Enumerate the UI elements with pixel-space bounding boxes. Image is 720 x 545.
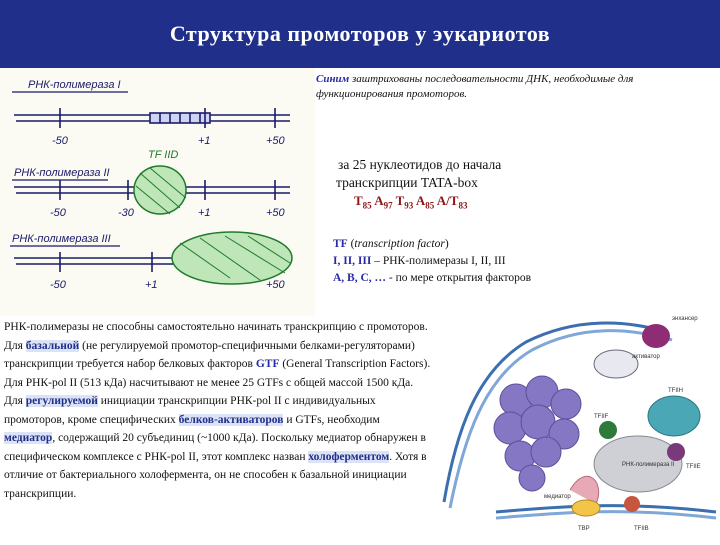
label-tfiif: TFIIF <box>594 414 609 420</box>
label-mediator: медиатор <box>544 494 571 500</box>
tata-pct: 83 <box>458 200 468 211</box>
sketch-tick: -50 <box>52 135 68 147</box>
promoter-sketch-drawing <box>0 68 315 316</box>
term-mediator: медиатор <box>4 432 53 444</box>
factor-abbr: A, B, C, … <box>333 272 387 284</box>
pol-text: – РНК-полимеразы I, II, III <box>371 255 506 267</box>
promoter-sketch <box>0 68 315 316</box>
tata-base: T <box>354 193 363 208</box>
tata-pct: 93 <box>404 200 414 211</box>
enhancer-shape <box>642 324 670 348</box>
pol-abbr: I, II, III <box>333 255 372 267</box>
sketch-tick: -50 <box>50 207 66 219</box>
tata-consensus <box>354 193 467 211</box>
tata-line-1: за 25 нуклеотидов до начала <box>338 157 502 172</box>
legend-note-text: заштрихованы последовательности ДНК, необходимые для функционирования промоторов. <box>316 73 634 100</box>
sketch-label-pol3: РНК-полимераза III <box>12 233 111 245</box>
label-tfiie: TFIIE <box>686 464 701 470</box>
tata-base: A <box>374 193 384 208</box>
title-bar <box>0 0 720 68</box>
para-text: , содержащий 20 субъединиц (~1000 кДа). Поскольку медиатор обнаружен в специфическом комплексе с РНК-pol II, этот комплекс назван <box>4 432 426 463</box>
sketch-tick: -30 <box>118 207 134 219</box>
tf-abbr: TF <box>333 238 348 250</box>
label-tfiib: TFIIB <box>634 526 649 532</box>
label-tbp: TBP <box>578 526 590 532</box>
tbp-shape <box>572 500 600 516</box>
sketch-tick: +50 <box>266 279 285 291</box>
term-gtf: GTF <box>255 358 280 370</box>
page-title: Структура промоторов у эукариотов <box>169 21 551 46</box>
sketch-label-pol2: РНК-полимераза II <box>14 167 110 179</box>
label-pol2: РНК-полимераза II <box>622 462 675 468</box>
factor-text: - по мере открытия факторов <box>386 272 532 284</box>
tata-base: A/T <box>436 193 459 208</box>
tfiih-shape <box>648 396 700 436</box>
para-text: (General Transcription Factors). Для РНК-pol II (513 кДа) насчитывают не менее 25 GTFs с общей массой 1500 кДа. Для <box>4 358 431 407</box>
legend-note <box>316 72 716 102</box>
holoenzyme-drawing <box>436 312 720 540</box>
sketch-tick: +50 <box>266 207 285 219</box>
tata-line-2: транскрипции TATA-box <box>336 175 478 190</box>
holoenzyme-illustration <box>436 312 720 540</box>
tfiie-shape <box>667 443 685 461</box>
term-basal: базальной <box>25 339 80 352</box>
sketch-tick: +1 <box>198 135 211 147</box>
tata-pct: 85 <box>425 200 435 211</box>
main-paragraph <box>4 318 432 503</box>
label-activator: активатор <box>632 354 660 360</box>
sketch-tf-label: TF IID <box>148 149 179 161</box>
tata-base: T <box>395 193 405 208</box>
sketch-tick: -50 <box>50 279 66 291</box>
legend-note-blue: Синим <box>316 73 350 85</box>
tfiib-shape <box>624 496 640 512</box>
tata-pct: 97 <box>383 200 393 211</box>
sketch-tick: +1 <box>145 279 158 291</box>
label-tfiih: TFIIH <box>668 388 683 394</box>
para-text: инициации транскрипции РНК-pol II с индивидуальных промоторов, кроме специфических <box>4 395 376 426</box>
term-activators: белков-активаторов <box>178 413 284 426</box>
label-enhancer: энхансер <box>672 316 698 322</box>
para-text: (не регулируемой промотор-специфичными белками-регуляторами) транскрипции требуется набор белковых факторов <box>4 339 415 370</box>
tf-explanation: TF (transcription factor) I, II, III – РНК-полимеразы I, II, III A, B, C, … - по мере открытия факторов <box>333 238 532 284</box>
sketch-tick: +50 <box>266 135 285 147</box>
tata-pct: 85 <box>362 200 372 211</box>
tf-full: transcription factor <box>354 238 445 250</box>
para-text: РНК-полимеразы не способны самостоятельно начинать транскрипцию с промоторов. Для <box>4 321 428 352</box>
sketch-tick: +1 <box>198 207 211 219</box>
tfiif-shape <box>599 421 617 439</box>
sketch-label-pol1: РНК-полимераза I <box>28 79 121 91</box>
term-holoenzyme: холоферментом <box>308 450 390 463</box>
para-text: . Хотя в отличие от бактериального холофермента, он не способен к базальной инициации транскрипции. <box>4 450 427 500</box>
tata-base: A <box>415 193 426 208</box>
term-regulated: регулируемой <box>25 395 98 407</box>
para-text: и GTFs, необходим <box>283 413 380 426</box>
